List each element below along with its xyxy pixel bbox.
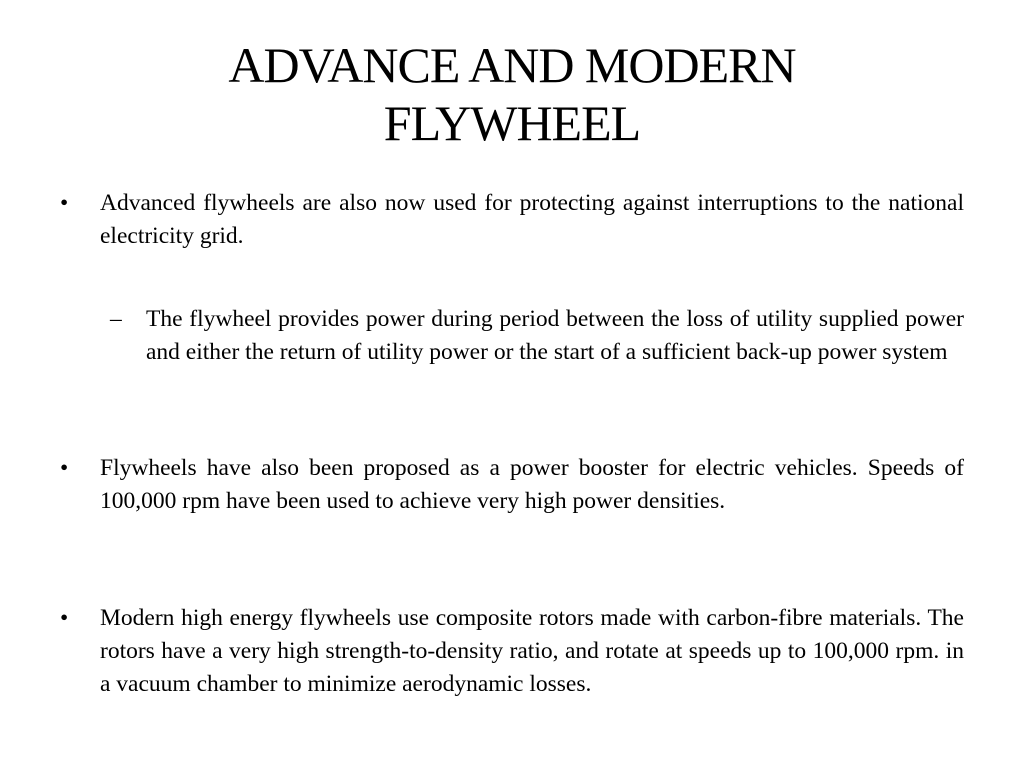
sub-bullet-item <box>60 303 964 369</box>
title-line-1: ADVANCE AND MODERN <box>228 37 796 93</box>
bullet-item <box>60 187 964 253</box>
bullet-text: Advanced flywheels are also now used for protecting against interruptions to the national electricity grid. <box>100 190 964 249</box>
title-line-2: FLYWHEEL <box>383 95 641 151</box>
dash-icon: – <box>110 306 122 332</box>
bullet-icon: • <box>60 605 69 631</box>
bullet-text: Flywheels have also been proposed as a power booster for electric vehicles. Speeds of 100,000 rpm have been used to achieve very high power densities. <box>100 455 964 514</box>
bullet-icon: • <box>60 190 69 216</box>
slide-title <box>60 36 964 152</box>
bullet-text: Modern high energy flywheels use composite rotors made with carbon-fibre materials. The rotors have a very high strength-to-density ratio, and rotate at speeds up to 100,000 rpm. in a vacuum chamber to minimize aerodynamic losses. <box>100 605 964 697</box>
bullet-item <box>60 452 964 518</box>
bullet-item <box>60 602 964 701</box>
bullet-icon: • <box>60 455 69 481</box>
sub-bullet-text: The flywheel provides power during period between the loss of utility supplied power and either the return of utility power or the start of a sufficient back-up power system <box>146 306 964 365</box>
